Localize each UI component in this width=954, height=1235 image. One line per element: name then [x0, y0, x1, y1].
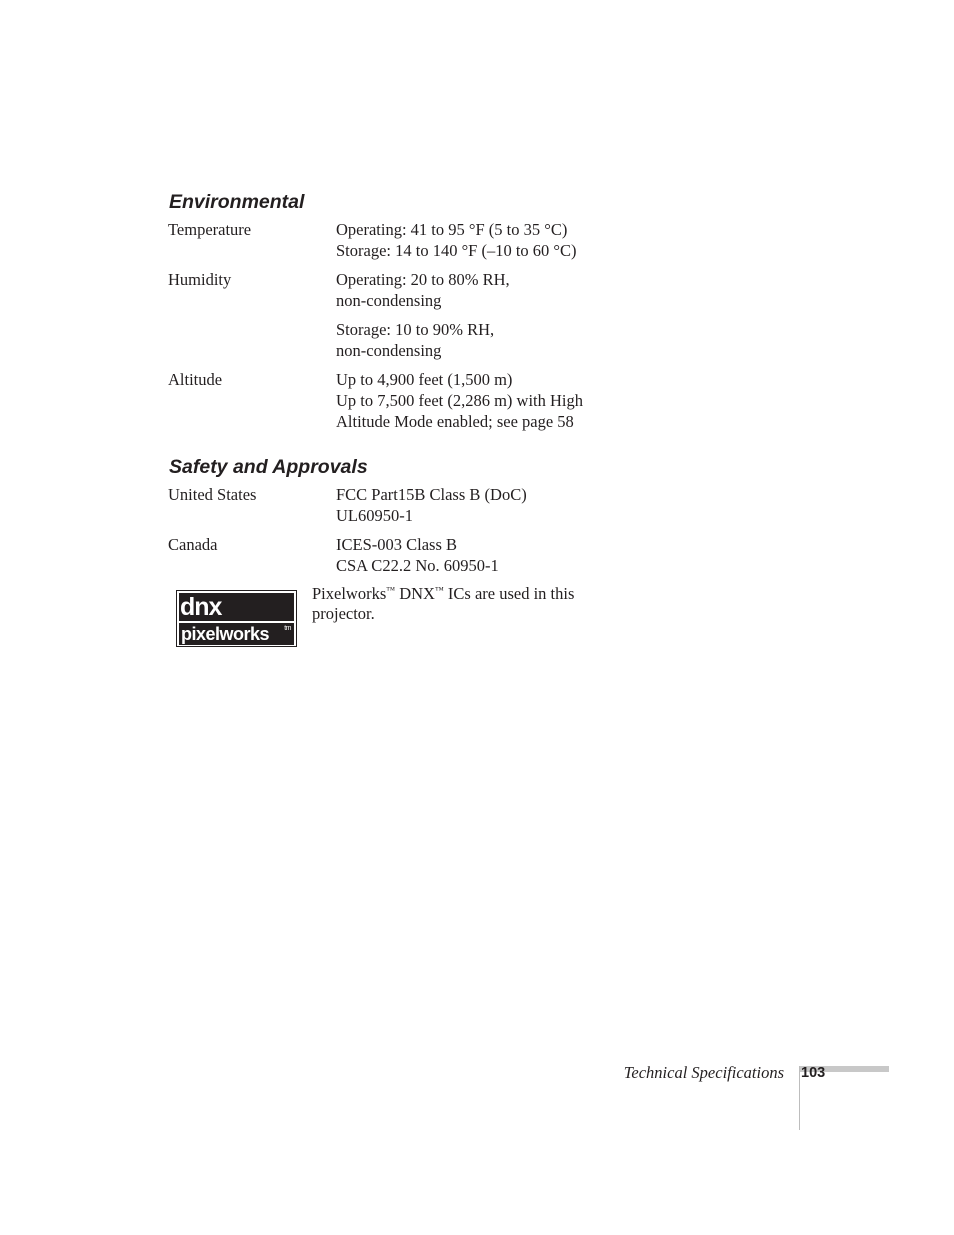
spec-label: Canada	[168, 535, 218, 554]
spec-value	[336, 484, 616, 526]
caption-text: ICs are used in this projector.	[312, 584, 575, 623]
spec-line: non-condensing	[336, 291, 442, 310]
spec-line: Operating: 41 to 95 °F (5 to 35 °C)	[336, 220, 568, 239]
spec-value	[336, 269, 616, 311]
caption-text: DNX	[395, 584, 435, 603]
spec-line: Operating: 20 to 80% RH,	[336, 270, 510, 289]
spec-label: United States	[168, 485, 257, 504]
logo-pixelworks-text	[179, 623, 294, 645]
logo-caption	[312, 584, 602, 624]
logo-dnx-text: dnx	[179, 593, 294, 621]
logo-tm-mark: tm	[284, 625, 291, 632]
pixelworks-dnx-logo	[176, 590, 297, 647]
footer-rule	[799, 1066, 800, 1130]
page-number: 103	[801, 1065, 826, 1081]
spec-value	[336, 369, 616, 432]
footer-section-title: Technical Specifications	[623, 1063, 784, 1082]
spec-value	[336, 534, 616, 576]
spec-line: UL60950-1	[336, 506, 413, 525]
trademark-symbol: ™	[434, 585, 444, 595]
spec-line: non-condensing	[336, 341, 442, 360]
spec-line: ICES-003 Class B	[336, 535, 458, 554]
environmental-heading: Environmental	[169, 191, 305, 213]
spec-value	[336, 319, 616, 361]
spec-line: FCC Part15B Class B (DoC)	[336, 485, 527, 504]
spec-line: Up to 7,500 feet (2,286 m) with High	[336, 391, 584, 410]
spec-line: Altitude Mode enabled; see page 58	[336, 412, 574, 431]
spec-line: Storage: 14 to 140 °F (–10 to 60 °C)	[336, 241, 577, 260]
spec-label: Humidity	[168, 270, 232, 289]
safety-heading: Safety and Approvals	[169, 456, 368, 478]
spec-line: Up to 4,900 feet (1,500 m)	[336, 370, 513, 389]
spec-label: Temperature	[168, 220, 252, 239]
spec-value	[336, 219, 616, 261]
spec-line: Storage: 10 to 90% RH,	[336, 320, 495, 339]
spec-label: Altitude	[168, 370, 223, 389]
trademark-symbol: ™	[386, 585, 396, 595]
logo-pixelworks-word: pixelworks	[181, 624, 270, 644]
spec-line: CSA C22.2 No. 60950-1	[336, 556, 499, 575]
caption-text: Pixelworks	[312, 584, 387, 603]
